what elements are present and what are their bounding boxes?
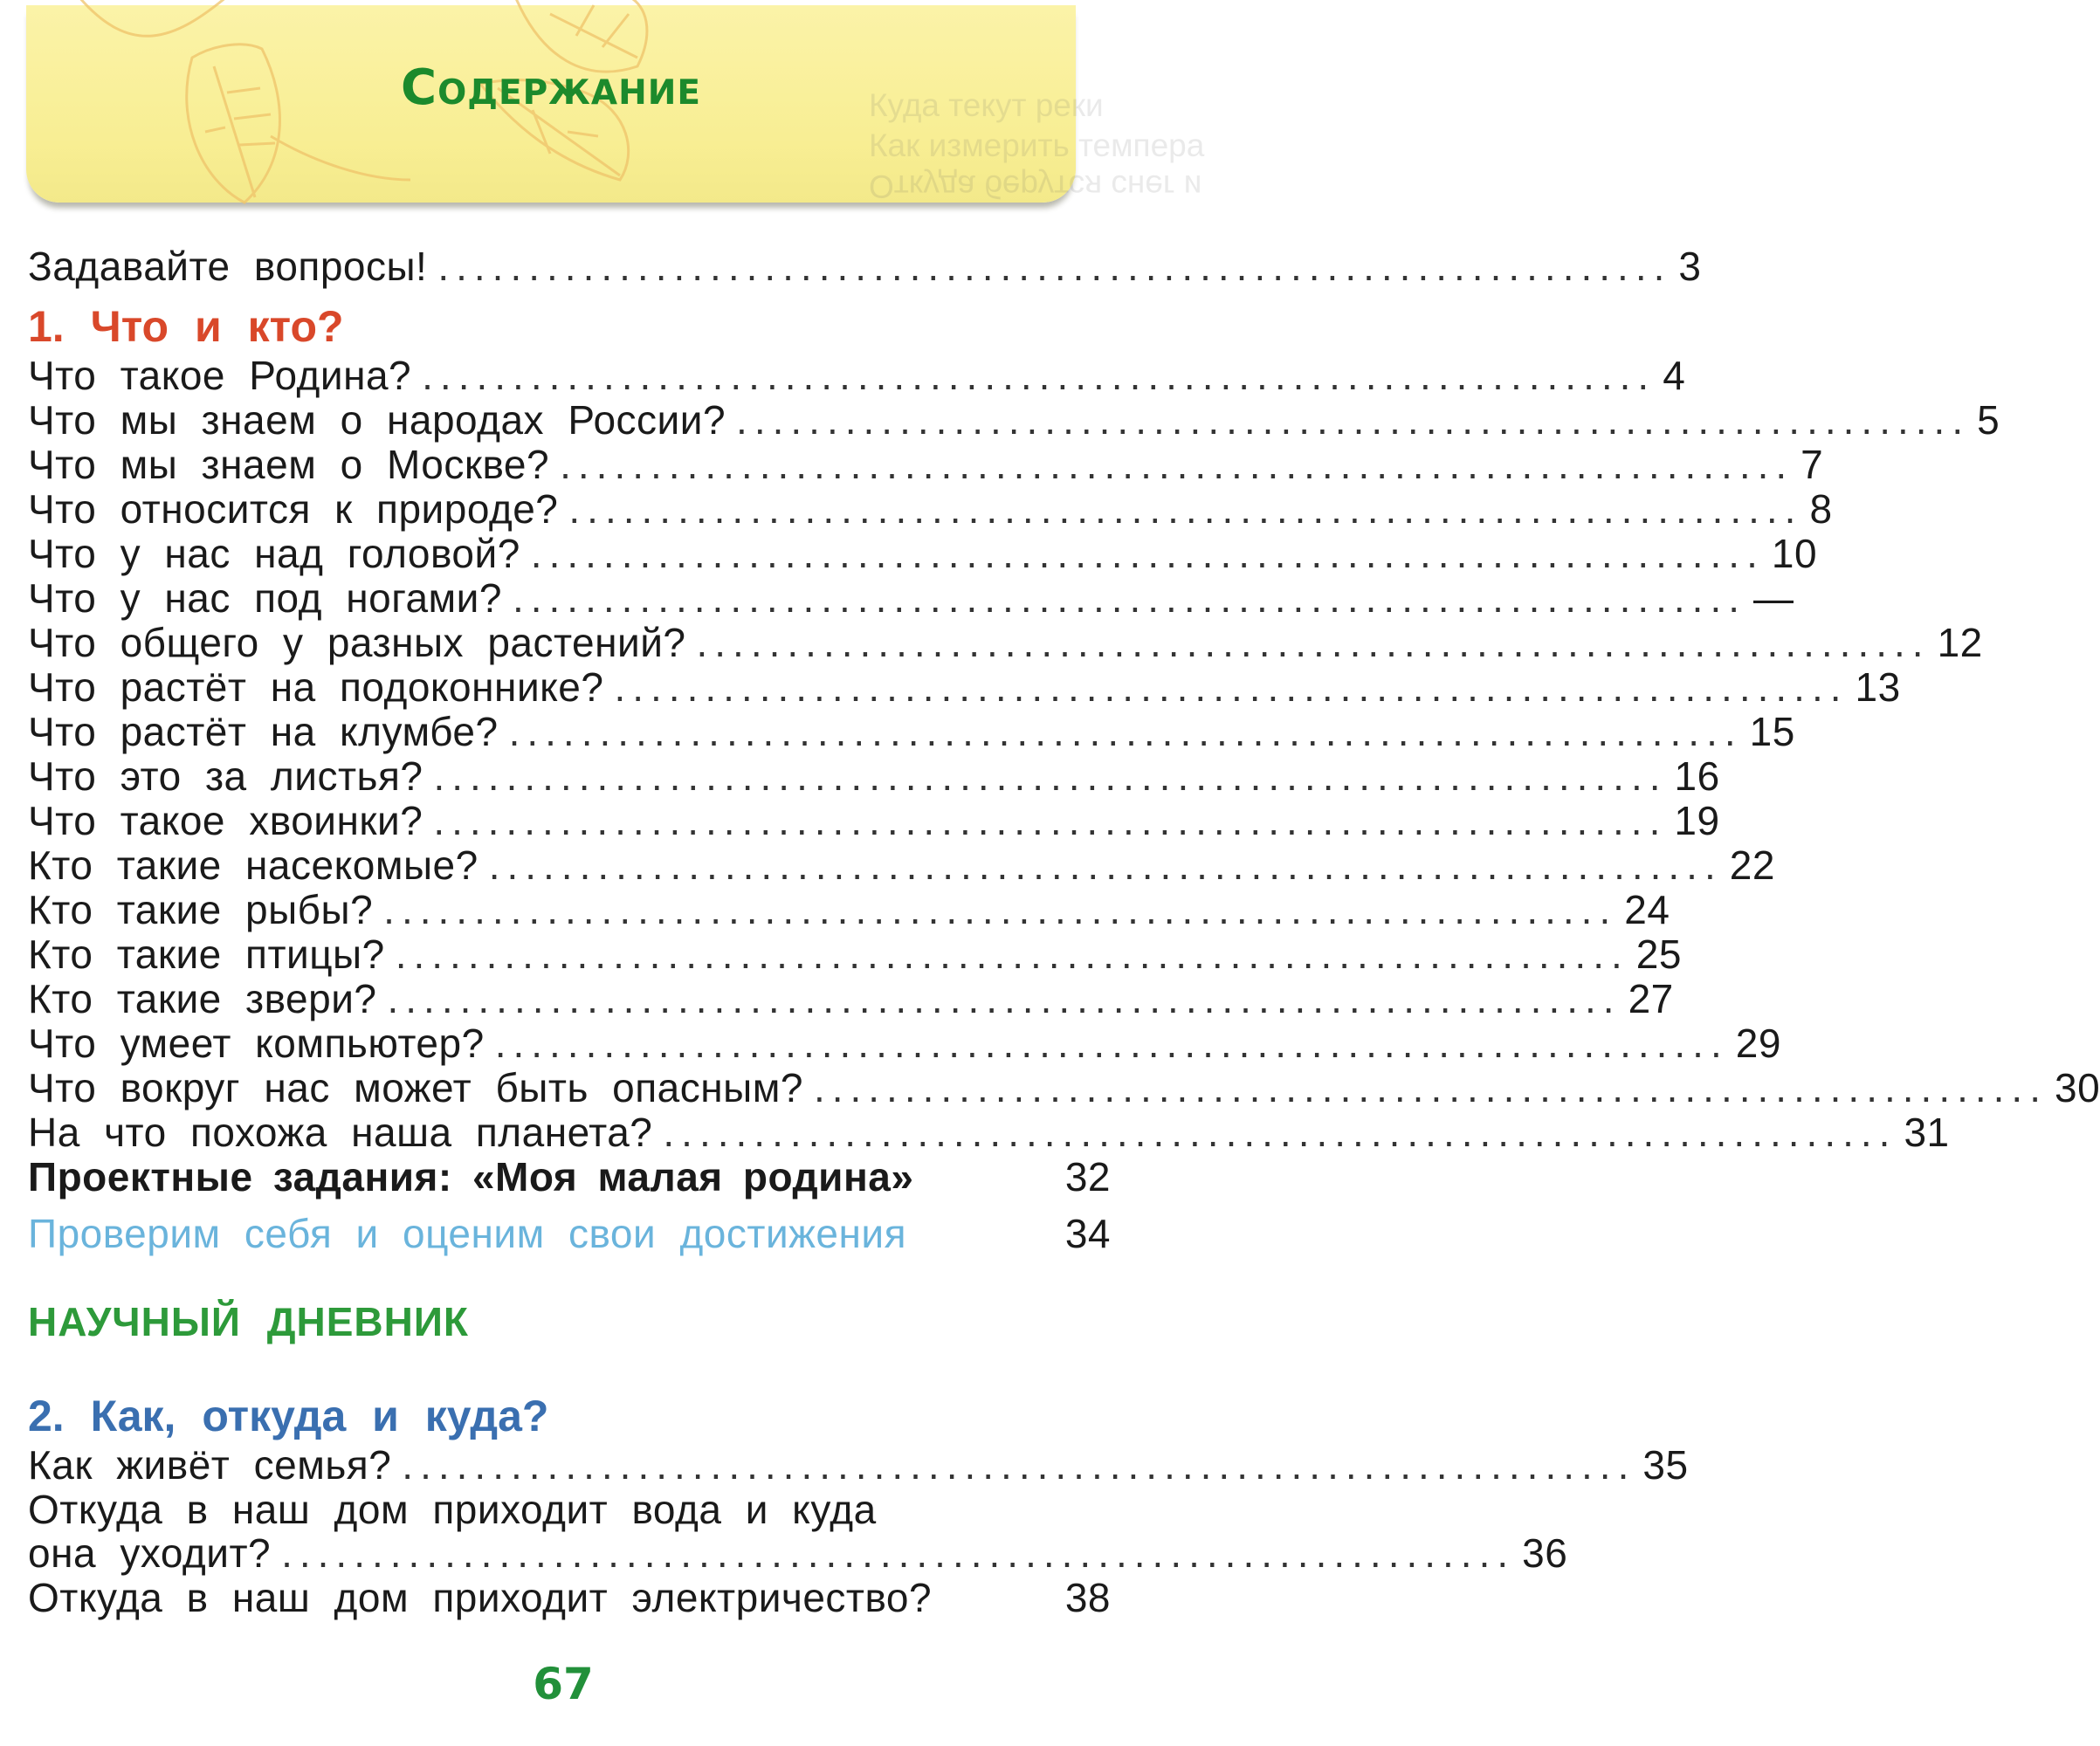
toc-entry[interactable] (28, 1065, 2100, 1110)
toc-entry[interactable] (28, 887, 1670, 932)
dot-leader: .................................................................... (488, 842, 1723, 888)
entry-page: 3 (1678, 244, 1702, 289)
entry-title: Что растёт на подоконнике? (28, 664, 604, 710)
entry-page: 10 (1771, 531, 1818, 576)
entry-page: 25 (1635, 931, 1682, 977)
toc-entry[interactable] (28, 976, 1674, 1021)
toc-entry-line1[interactable] (28, 1488, 1111, 1531)
toc-entry[interactable] (28, 575, 1794, 621)
dot-leader: .................................................................... (508, 709, 1743, 754)
entry-page: 29 (1735, 1021, 1781, 1066)
dot-leader: .................................................................... (281, 1530, 1516, 1576)
dot-leader: .................................................................... (437, 244, 1672, 289)
entry-title: Кто такие насекомые? (28, 842, 479, 888)
toc-entry[interactable] (28, 531, 1818, 576)
dot-leader: .................................................................... (433, 798, 1668, 843)
dot-leader: .................................................................... (568, 486, 1803, 532)
dot-leader: .................................................................... (614, 664, 1849, 710)
entry-title: Как живёт семья? (28, 1442, 392, 1488)
dot-leader: .................................................................... (402, 1442, 1636, 1488)
toc-entry-intro[interactable] (28, 244, 1702, 289)
entry-page: 38 (1064, 1575, 1111, 1620)
dot-leader: .................................................................... (560, 442, 1794, 487)
toc-entry[interactable] (28, 709, 1795, 754)
toc-entry[interactable] (28, 931, 1682, 977)
toc-entry[interactable] (28, 397, 2000, 443)
dot-leader: .................................................................... (663, 1110, 1897, 1155)
entry-page: 36 (1522, 1530, 1568, 1576)
section-heading-1: 1. Что и кто? (28, 302, 344, 351)
dot-leader: .................................................................... (433, 753, 1668, 799)
toc-entry[interactable] (28, 353, 1686, 398)
entry-title: Что вокруг нас может быть опасным? (28, 1065, 803, 1110)
dot-leader: .................................................................... (422, 353, 1656, 398)
toc-entry[interactable] (28, 1442, 1689, 1488)
entry-page: 12 (1937, 620, 1983, 665)
entry-title: Что общего у разных растений? (28, 620, 686, 665)
toc-entry[interactable] (28, 442, 1824, 487)
entry-title: Что такое Родина? (28, 353, 412, 398)
entry-page: 30 (2055, 1065, 2100, 1110)
entry-title: Что растёт на клумбе? (28, 709, 499, 754)
entry-page: 4 (1663, 353, 1686, 398)
entry-page: 16 (1674, 753, 1720, 799)
entry-title: она уходит? (28, 1530, 272, 1576)
dot-leader: .................................................................... (813, 1065, 2048, 1110)
toc-entry-project[interactable] (28, 1155, 1111, 1200)
toc-entry[interactable] (28, 1110, 1950, 1155)
entry-page: 35 (1642, 1442, 1689, 1488)
toc-entry[interactable] (28, 1576, 1111, 1620)
entry-page: 8 (1809, 486, 1833, 532)
entry-title: Что это за листья? (28, 753, 423, 799)
dot-leader: .................................................................... (736, 397, 1971, 443)
toc-entry[interactable] (28, 1021, 1781, 1066)
entry-title: Что умеет компьютер? (28, 1021, 485, 1066)
table-of-contents (28, 244, 2100, 1620)
toc-entry[interactable] (28, 486, 1833, 532)
page-number: 67 (533, 1659, 594, 1709)
entry-page: 31 (1904, 1110, 1950, 1155)
entry-title: Проектные задания: «Моя малая родина» (28, 1154, 914, 1200)
dot-leader: .................................................................... (530, 531, 1765, 576)
entry-page: 22 (1729, 842, 1775, 888)
entry-page: 24 (1624, 887, 1670, 932)
entry-title: Что относится к природе? (28, 486, 559, 532)
toc-entry[interactable] (28, 620, 1983, 665)
entry-page: 5 (1977, 397, 2000, 443)
page-title: Содержание (400, 59, 702, 116)
section-heading-diary: НАУЧНЫЙ ДНЕВНИК (28, 1299, 469, 1344)
entry-title: Что у нас под ногами? (28, 575, 502, 621)
dot-leader: .................................................................... (395, 931, 1629, 977)
entry-page: 7 (1800, 442, 1824, 487)
entry-title: Откуда в наш дом приходит электричество? (28, 1575, 933, 1620)
toc-entry-self-check[interactable] (28, 1212, 1111, 1256)
entry-title: Кто такие рыбы? (28, 887, 374, 932)
entry-page: 19 (1674, 798, 1720, 843)
entry-page: — (1753, 575, 1794, 621)
toc-entry[interactable] (28, 753, 1720, 799)
toc-entry[interactable] (28, 664, 1901, 710)
entry-page: 27 (1628, 976, 1674, 1021)
dot-leader: .................................................................... (494, 1021, 1729, 1066)
dot-leader: .................................................................... (512, 575, 1747, 621)
entry-title: Что у нас над головой? (28, 531, 520, 576)
dot-leader: .................................................................... (387, 976, 1621, 1021)
toc-entry[interactable] (28, 798, 1720, 843)
entry-title: Задавайте вопросы! (28, 244, 428, 289)
entry-page: 32 (1064, 1154, 1111, 1200)
entry-title: Что мы знаем о Москве? (28, 442, 550, 487)
section-heading-2: 2. Как, откуда и куда? (28, 1392, 549, 1440)
entry-title: На что похожа наша планета? (28, 1110, 653, 1155)
entry-title: Что мы знаем о народах России? (28, 397, 726, 443)
entry-title: Кто такие звери? (28, 976, 377, 1021)
entry-title: Что такое хвоинки? (28, 798, 423, 843)
entry-title: Откуда в наш дом приходит вода и куда (28, 1487, 877, 1532)
dot-leader: .................................................................... (383, 887, 1618, 932)
entry-title: Кто такие птицы? (28, 931, 385, 977)
entry-page: 13 (1855, 664, 1901, 710)
dot-leader: .................................................................... (696, 620, 1931, 665)
entry-page: 15 (1749, 709, 1795, 754)
header-banner (26, 5, 1205, 204)
toc-entry[interactable] (28, 842, 1775, 888)
entry-page: 34 (1064, 1211, 1111, 1256)
ghost-bleed-through-text: Куда текут реки Как измерить темпера Откуда берутся снег и (869, 87, 1205, 204)
entry-title: Проверим себя и оценим свои достижения (28, 1211, 907, 1256)
toc-entry-line2[interactable] (28, 1530, 1568, 1576)
